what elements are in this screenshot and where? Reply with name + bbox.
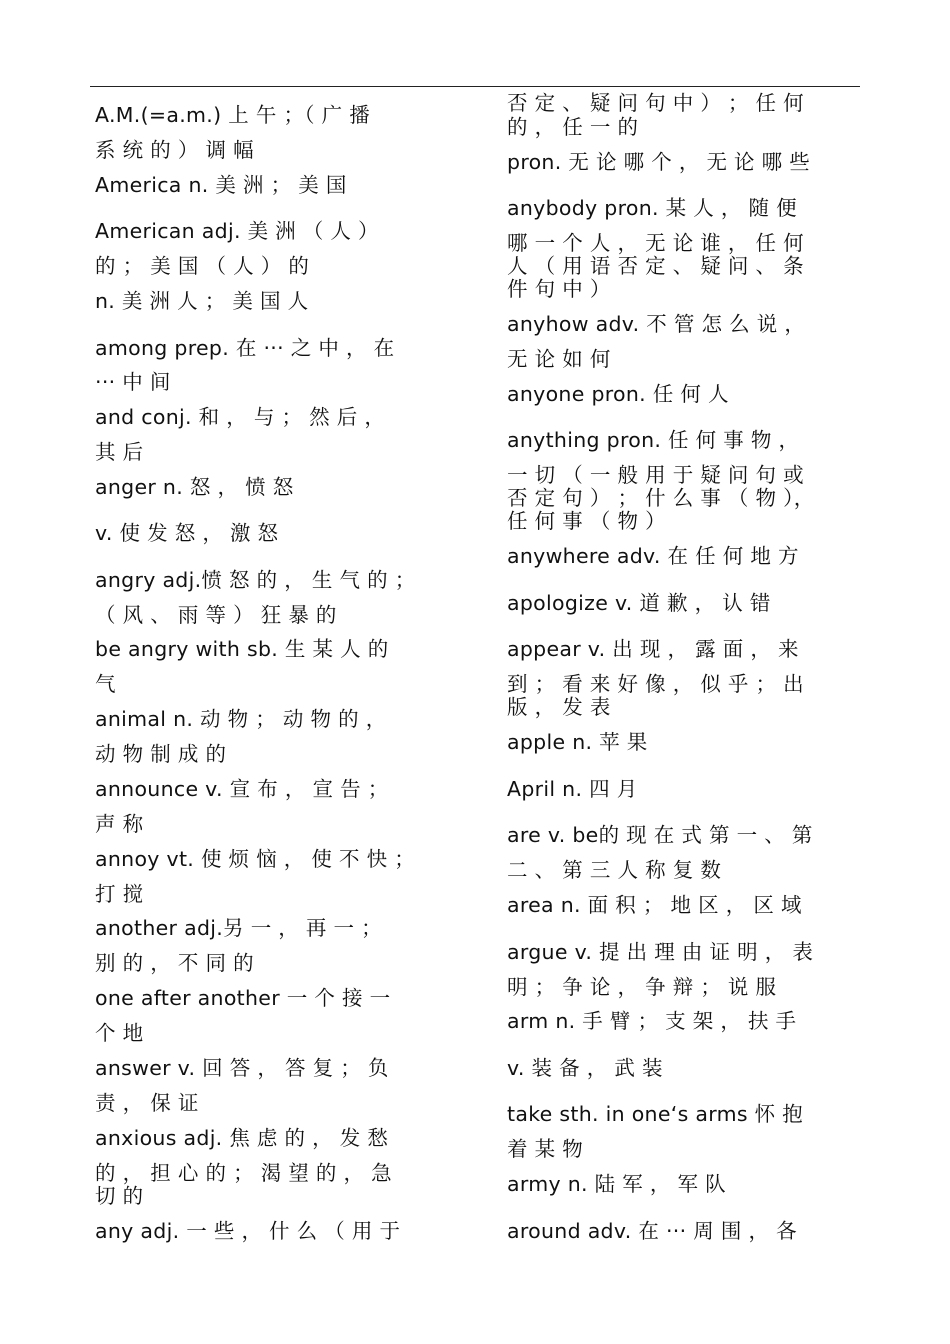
vocab-line: anywhere adv. 在 任 何 地 方 bbox=[507, 544, 799, 568]
vocab-line: 的 ， 任 一 的 bbox=[507, 115, 639, 139]
vocab-line: anger n. 怒 ， 愤 怒 bbox=[95, 475, 294, 499]
vocab-line: 着 某 物 bbox=[507, 1137, 584, 1161]
vocab-line: 别 的 ， 不 同 的 bbox=[95, 951, 254, 975]
header-rule bbox=[90, 86, 860, 87]
vocab-line: argue v. 提 出 理 由 证 明 ， 表 bbox=[507, 940, 814, 964]
vocab-line: one after another 一 个 接 一 bbox=[95, 986, 391, 1010]
vocab-line: 切 的 bbox=[95, 1184, 144, 1208]
vocab-line: anyhow adv. 不 管 怎 么 说 ， bbox=[507, 312, 806, 336]
vocab-line: answer v. 回 答 ， 答 复 ； 负 bbox=[95, 1056, 389, 1080]
vocab-line: 否 定 、 疑 问 句 中 ） ； 任 何 bbox=[507, 91, 804, 115]
vocab-line: another adj.另 一 ， 再 一 ； bbox=[95, 916, 382, 940]
vocab-line: 气 bbox=[95, 672, 116, 696]
vocab-line: army n. 陆 军 ， 军 队 bbox=[507, 1172, 726, 1196]
vocab-line: be angry with sb. 生 某 人 的 bbox=[95, 637, 389, 661]
vocab-line: 声 称 bbox=[95, 812, 144, 836]
vocab-line: appear v. 出 现 ， 露 面 ， 来 bbox=[507, 637, 799, 661]
vocab-line: A.M.(=a.m.) 上 午 ；（ 广 播 bbox=[95, 103, 371, 127]
vocab-line: around adv. 在 ··· 周 围 ， 各 bbox=[507, 1219, 797, 1243]
vocab-line: 人 （ 用 语 否 定 、 疑 问 、 条 bbox=[507, 254, 804, 278]
vocab-line: 其 后 bbox=[95, 440, 144, 464]
vocab-line: （ 风 、 雨 等 ） 狂 暴 的 bbox=[95, 603, 337, 627]
vocab-line: 系 统 的 ） 调 幅 bbox=[95, 138, 254, 162]
vocab-line: n. 美 洲 人 ； 美 国 人 bbox=[95, 289, 309, 313]
vocab-line: animal n. 动 物 ； 动 物 的 ， bbox=[95, 707, 387, 731]
vocab-line: 到 ； 看 来 好 像 ， 似 乎 ； 出 bbox=[507, 672, 804, 696]
vocab-line: 否 定 句 ） ； 什 么 事 （ 物 ）， bbox=[507, 486, 815, 510]
vocab-line: angry adj.愤 怒 的 ， 生 气 的 ； bbox=[95, 568, 416, 592]
vocab-line: 版 ， 发 表 bbox=[507, 695, 611, 719]
vocab-line: 动 物 制 成 的 bbox=[95, 742, 227, 766]
vocab-line: v. 使 发 怒 ， 激 怒 bbox=[95, 521, 279, 545]
vocab-line: 个 地 bbox=[95, 1021, 144, 1045]
vocab-line: 一 切 （ 一 般 用 于 疑 问 句 或 bbox=[507, 463, 804, 487]
vocab-line: anxious adj. 焦 虑 的 ， 发 愁 bbox=[95, 1126, 389, 1150]
vocab-line: anything pron. 任 何 事 物 ， bbox=[507, 428, 800, 452]
vocab-line: annoy vt. 使 烦 恼 ， 使 不 快 ； bbox=[95, 847, 416, 871]
vocab-line: v. 装 备 ， 武 装 bbox=[507, 1056, 663, 1080]
vocab-line: apologize v. 道 歉 ， 认 错 bbox=[507, 591, 771, 615]
vocab-line: 明 ； 争 论 ， 争 辩 ； 说 服 bbox=[507, 975, 777, 999]
vocab-line: American adj. 美 洲 （ 人 ） bbox=[95, 219, 379, 243]
vocab-line: are v. be的 现 在 式 第 一 、 第 bbox=[507, 823, 813, 847]
vocab-line: 打 搅 bbox=[95, 882, 144, 906]
vocab-line: 二 、 第 三 人 称 复 数 bbox=[507, 858, 722, 882]
vocab-line: 任 何 事 （ 物 ） bbox=[507, 509, 666, 533]
vocab-line: anyone pron. 任 何 人 bbox=[507, 382, 729, 406]
vocab-line: anybody pron. 某 人 ， 随 便 bbox=[507, 196, 797, 220]
vocab-line: announce v. 宣 布 ， 宣 告 ； bbox=[95, 777, 389, 801]
vocab-line: among prep. 在 ··· 之 中 ， 在 bbox=[95, 336, 395, 360]
vocab-line: 的 ， 担 心 的 ； 渴 望 的 ， 急 bbox=[95, 1161, 392, 1185]
vocab-line: ··· 中 间 bbox=[95, 370, 171, 394]
vocab-line: April n. 四 月 bbox=[507, 777, 638, 801]
vocab-line: arm n. 手 臂 ； 支 架 ， 扶 手 bbox=[507, 1009, 797, 1033]
vocab-line: 责 ， 保 证 bbox=[95, 1091, 199, 1115]
vocab-line: 无 论 如 何 bbox=[507, 347, 611, 371]
vocab-line: 的 ； 美 国 （ 人 ） 的 bbox=[95, 254, 310, 278]
vocab-line: any adj. 一 些 ， 什 么 （ 用 于 bbox=[95, 1219, 401, 1243]
vocab-line: pron. 无 论 哪 个 ， 无 论 哪 些 bbox=[507, 150, 811, 174]
vocab-line: 件 句 中 ） bbox=[507, 277, 611, 301]
vocab-line: 哪 一 个 人 ， 无 论 谁 ， 任 何 bbox=[507, 231, 804, 255]
vocab-line: and conj. 和 ， 与 ； 然 后 ， bbox=[95, 405, 386, 429]
vocab-line: apple n. 苹 果 bbox=[507, 730, 648, 754]
vocab-line: take sth. in one‘s arms 怀 抱 bbox=[507, 1102, 804, 1126]
vocab-line: America n. 美 洲 ； 美 国 bbox=[95, 173, 347, 197]
vocab-line: area n. 面 积 ； 地 区 ， 区 域 bbox=[507, 893, 802, 917]
